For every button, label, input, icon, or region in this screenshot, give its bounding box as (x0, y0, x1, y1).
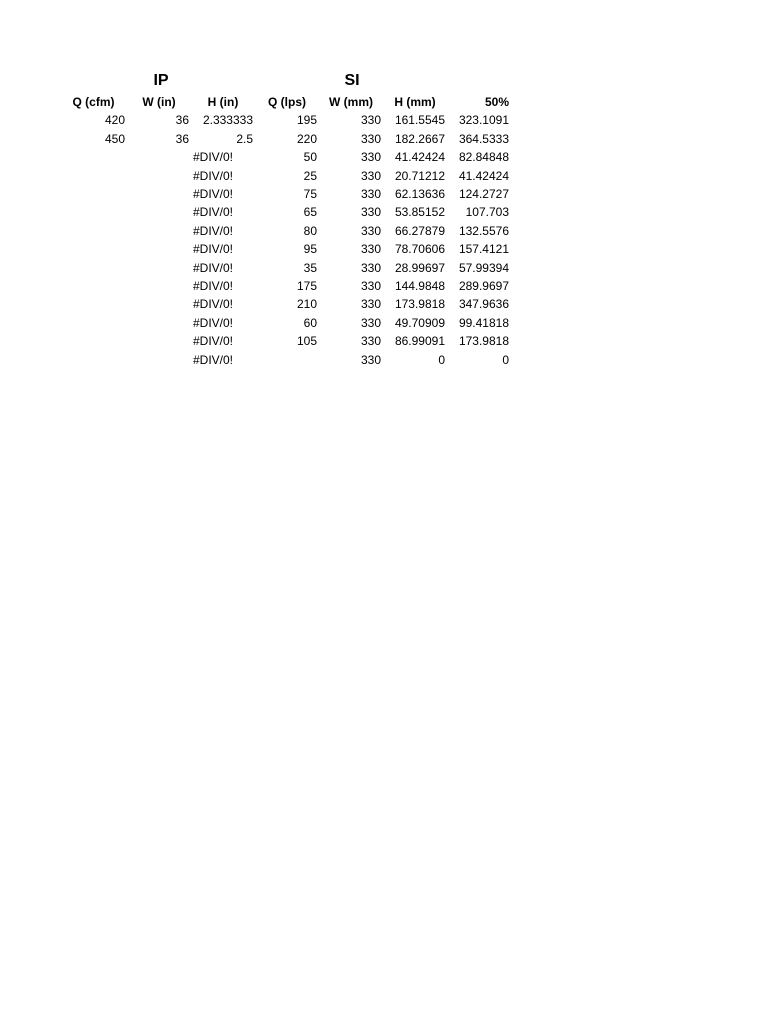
q-lps-cell: 175 (296, 279, 317, 294)
h-mm-cell: 0 (438, 352, 445, 367)
fifty-percent-cell: 289.9697 (458, 279, 509, 294)
w-in-cell: 36 (175, 131, 189, 146)
w-in-cell (127, 185, 191, 203)
h-in-cell: #DIV/0! (193, 150, 234, 165)
q-cfm-cell: 450 (104, 131, 125, 146)
q-lps-cell (255, 351, 319, 369)
table-row (60, 351, 511, 369)
h-mm-cell: 182.2667 (394, 131, 445, 146)
h-in-cell: #DIV/0! (193, 260, 234, 275)
q-lps-cell: 220 (296, 131, 317, 146)
fifty-percent-cell: 41.42424 (458, 168, 509, 183)
q-cfm-cell (60, 203, 127, 221)
fifty-percent-cell: 364.5333 (458, 131, 509, 146)
w-in-cell (127, 148, 191, 166)
w-mm-cell: 330 (360, 352, 381, 367)
h-in-cell: #DIV/0! (193, 315, 234, 330)
h-mm-cell: 78.70606 (394, 242, 445, 257)
table-row (60, 203, 511, 221)
col-header-w-mm: W (mm) (329, 95, 373, 109)
table-row (60, 240, 511, 258)
w-mm-cell: 330 (360, 297, 381, 312)
q-lps-cell: 80 (303, 223, 317, 238)
w-mm-cell: 330 (360, 279, 381, 294)
w-mm-cell: 330 (360, 187, 381, 202)
w-in-cell (127, 222, 191, 240)
col-header-h-in: H (in) (207, 95, 239, 109)
h-mm-cell: 66.27879 (394, 223, 445, 238)
w-mm-cell: 330 (360, 260, 381, 275)
h-mm-cell: 86.99091 (394, 334, 445, 349)
table-row (60, 295, 511, 313)
data-table (60, 93, 511, 369)
q-lps-cell: 25 (303, 168, 317, 183)
ip-group-title: IP (153, 72, 169, 89)
w-mm-cell: 330 (360, 168, 381, 183)
fifty-percent-cell: 107.703 (465, 205, 509, 220)
h-in-cell: 2.333333 (202, 113, 253, 128)
w-in-cell (127, 351, 191, 369)
h-mm-cell: 62.13636 (394, 187, 445, 202)
q-cfm-cell (60, 240, 127, 258)
fifty-percent-cell: 173.9818 (458, 334, 509, 349)
h-mm-cell: 53.85152 (394, 205, 445, 220)
col-header-50-percent: 50% (484, 95, 509, 109)
fifty-percent-cell: 132.5576 (458, 223, 509, 238)
fifty-percent-cell: 57.99394 (458, 260, 509, 275)
h-in-cell: #DIV/0! (193, 205, 234, 220)
q-lps-cell: 50 (303, 150, 317, 165)
fifty-percent-cell: 157.4121 (458, 242, 509, 257)
table-row (60, 259, 511, 277)
q-cfm-cell (60, 314, 127, 332)
w-in-cell (127, 277, 191, 295)
w-in-cell (127, 240, 191, 258)
w-in-cell (127, 167, 191, 185)
h-mm-cell: 20.71212 (394, 168, 445, 183)
q-lps-cell: 210 (296, 297, 317, 312)
q-cfm-cell (60, 332, 127, 350)
w-in-cell (127, 259, 191, 277)
w-mm-cell: 330 (360, 113, 381, 128)
header-row (60, 93, 511, 111)
fifty-percent-cell: 124.2727 (458, 187, 509, 202)
table-row (60, 167, 511, 185)
h-in-cell: 2.5 (236, 131, 253, 146)
table-row (60, 130, 511, 148)
fifty-percent-cell: 347.9636 (458, 297, 509, 312)
w-mm-cell: 330 (360, 315, 381, 330)
col-header-h-mm: H (mm) (394, 95, 436, 109)
table-row (60, 148, 511, 166)
h-mm-cell: 173.9818 (394, 297, 445, 312)
h-mm-cell: 161.5545 (394, 113, 445, 128)
q-cfm-cell (60, 222, 127, 240)
h-in-cell: #DIV/0! (193, 223, 234, 238)
h-mm-cell: 41.42424 (394, 150, 445, 165)
h-mm-cell: 144.9848 (394, 279, 445, 294)
w-in-cell: 36 (175, 113, 189, 128)
fifty-percent-cell: 99.41818 (458, 315, 509, 330)
w-in-cell (127, 314, 191, 332)
w-mm-cell: 330 (360, 150, 381, 165)
q-lps-cell: 60 (303, 315, 317, 330)
h-in-cell: #DIV/0! (193, 352, 234, 367)
q-lps-cell: 75 (303, 187, 317, 202)
h-in-cell: #DIV/0! (193, 279, 234, 294)
col-header-q-lps: Q (lps) (268, 95, 306, 109)
table-row (60, 277, 511, 295)
q-cfm-cell (60, 277, 127, 295)
q-lps-cell: 65 (303, 205, 317, 220)
q-lps-cell: 195 (296, 113, 317, 128)
table-body (60, 111, 511, 369)
q-cfm-cell (60, 259, 127, 277)
fifty-percent-cell: 82.84848 (458, 150, 509, 165)
fifty-percent-cell: 0 (502, 352, 509, 367)
w-mm-cell: 330 (360, 131, 381, 146)
col-header-q-cfm: Q (cfm) (72, 95, 115, 109)
h-in-cell: #DIV/0! (193, 187, 234, 202)
w-mm-cell: 330 (360, 205, 381, 220)
h-in-cell: #DIV/0! (193, 242, 234, 257)
q-lps-cell: 35 (303, 260, 317, 275)
h-in-cell: #DIV/0! (193, 168, 234, 183)
h-mm-cell: 49.70909 (394, 315, 445, 330)
w-mm-cell: 330 (360, 223, 381, 238)
q-cfm-cell (60, 148, 127, 166)
table-row (60, 314, 511, 332)
fifty-percent-cell: 323.1091 (458, 113, 509, 128)
h-mm-cell: 28.99697 (394, 260, 445, 275)
si-group-title: SI (344, 72, 360, 89)
q-cfm-cell (60, 167, 127, 185)
q-lps-cell: 105 (296, 334, 317, 349)
q-cfm-cell (60, 295, 127, 313)
w-in-cell (127, 332, 191, 350)
table-row (60, 222, 511, 240)
table-row (60, 185, 511, 203)
q-cfm-cell: 420 (104, 113, 125, 128)
w-in-cell (127, 203, 191, 221)
table-row (60, 332, 511, 350)
q-lps-cell: 95 (303, 242, 317, 257)
w-mm-cell: 330 (360, 242, 381, 257)
q-cfm-cell (60, 351, 127, 369)
w-mm-cell: 330 (360, 334, 381, 349)
h-in-cell: #DIV/0! (193, 334, 234, 349)
w-in-cell (127, 295, 191, 313)
col-header-w-in: W (in) (142, 95, 176, 109)
q-cfm-cell (60, 185, 127, 203)
table-row (60, 111, 511, 129)
h-in-cell: #DIV/0! (193, 297, 234, 312)
